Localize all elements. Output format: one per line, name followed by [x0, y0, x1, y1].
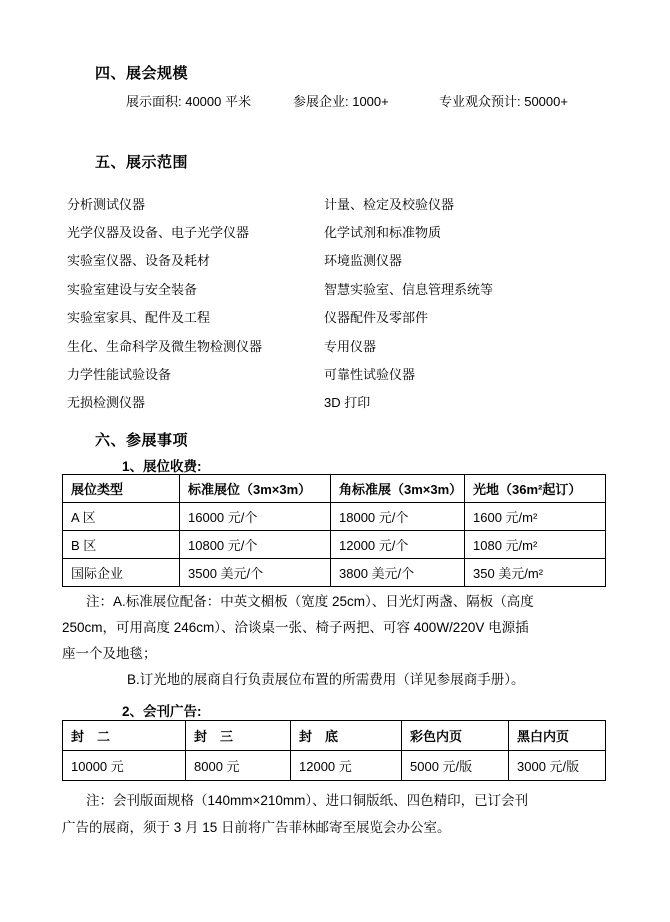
scope-item: 实验室家具、配件及工程 [67, 310, 211, 326]
scope-row [67, 303, 612, 331]
stat-exhibitor-count: 参展企业: 1000+ [293, 94, 389, 109]
scope-item: 无损检测仪器 [67, 395, 146, 411]
scope-item: 力学性能试验设备 [67, 367, 172, 383]
table-cell: 国际企业 [63, 559, 180, 587]
table-row [63, 751, 606, 781]
journal-ads-table [62, 720, 606, 781]
table-cell: 10000 元 [63, 751, 186, 781]
table-row [63, 531, 606, 559]
table-cell: B 区 [63, 531, 180, 559]
note-line: 注：会刊版面规格（140mm×210mm）、进口铜版纸、四色精印，已订会刊 [86, 793, 529, 808]
note-line: 250cm，可用高度 246cm）、洽谈桌一张、椅子两把、可容 400W/220V 电源插 [62, 620, 529, 635]
scope-item: 生化、生命科学及微生物检测仪器 [67, 338, 263, 354]
booth-table-header-row [63, 475, 606, 503]
journal-table-header-row [63, 721, 606, 751]
scope-item: 可靠性试验仪器 [324, 367, 416, 383]
scope-row [67, 189, 612, 217]
scope-item: 3D 打印 [324, 395, 371, 411]
scope-row [67, 388, 612, 416]
booth-header-rawspace: 光地（36m²起订） [465, 475, 606, 503]
table-cell: 18000 元/个 [331, 503, 465, 531]
table-cell: A 区 [63, 503, 180, 531]
journal-header-backcover: 封 底 [291, 721, 402, 751]
scope-list [67, 189, 612, 416]
note-line: 座一个及地毯； [62, 646, 157, 661]
stat-exhibit-area: 展示面积: 40000 平米 [126, 94, 251, 109]
booth-header-type: 展位类型 [63, 475, 180, 503]
table-cell: 10800 元/个 [180, 531, 331, 559]
scope-row [67, 274, 612, 302]
table-cell: 12000 元 [291, 751, 402, 781]
subheading-booth-fees: 1、展位收费: [122, 459, 202, 474]
scope-item: 化学试剂和标准物质 [324, 225, 442, 241]
table-cell: 3500 美元/个 [180, 559, 331, 587]
journal-header-color-page: 彩色内页 [402, 721, 509, 751]
scope-row [67, 359, 612, 387]
booth-header-standard: 标准展位（3m×3m） [180, 475, 331, 503]
journal-header-cover2: 封 二 [63, 721, 186, 751]
table-cell: 12000 元/个 [331, 531, 465, 559]
scope-item: 环境监测仪器 [324, 253, 403, 269]
table-cell: 3000 元/版 [509, 751, 606, 781]
stat-visitor-estimate: 专业观众预计: 50000+ [439, 94, 568, 109]
section-heading-scope: 五、展示范围 [95, 154, 189, 171]
scope-row [67, 246, 612, 274]
table-row [63, 503, 606, 531]
table-cell: 3800 美元/个 [331, 559, 465, 587]
scope-item: 专用仪器 [324, 338, 377, 354]
table-cell: 350 美元/m² [465, 559, 606, 587]
journal-header-cover3: 封 三 [186, 721, 291, 751]
table-cell: 1600 元/m² [465, 503, 606, 531]
booth-fees-table [62, 474, 606, 587]
note-line: 注：A.标准展位配备：中英文楣板（宽度 25cm）、日光灯两盏、隔板（高度 [86, 594, 534, 609]
note-line: 广告的展商，须于 3 月 15 日前将广告菲林邮寄至展览会办公室。 [62, 820, 451, 835]
table-row [63, 559, 606, 587]
table-cell: 1080 元/m² [465, 531, 606, 559]
scope-item: 计量、检定及校验仪器 [324, 196, 455, 212]
table-cell: 8000 元 [186, 751, 291, 781]
table-cell: 16000 元/个 [180, 503, 331, 531]
scope-item: 实验室建设与安全装备 [67, 281, 198, 297]
booth-notes [62, 589, 610, 693]
scope-item: 光学仪器及设备、电子光学仪器 [67, 225, 250, 241]
scope-row [67, 217, 612, 245]
scope-item: 智慧实验室、信息管理系统等 [324, 281, 494, 297]
scope-row [67, 331, 612, 359]
scale-stats-line [0, 91, 670, 109]
table-cell: 5000 元/版 [402, 751, 509, 781]
booth-header-corner: 角标准展（3m×3m） [331, 475, 465, 503]
section-heading-scale: 四、展会规模 [95, 65, 189, 82]
journal-notes [62, 787, 610, 841]
subheading-journal-ads: 2、会刊广告: [122, 704, 202, 719]
section-heading-matters: 六、参展事项 [95, 432, 189, 449]
journal-header-bw-page: 黑白内页 [509, 721, 606, 751]
scope-item: 实验室仪器、设备及耗材 [67, 253, 211, 269]
scope-item: 分析测试仪器 [67, 196, 146, 212]
note-line: B.订光地的展商自行负责展位布置的所需费用（详见参展商手册）。 [127, 672, 525, 687]
scope-item: 仪器配件及零部件 [324, 310, 429, 326]
